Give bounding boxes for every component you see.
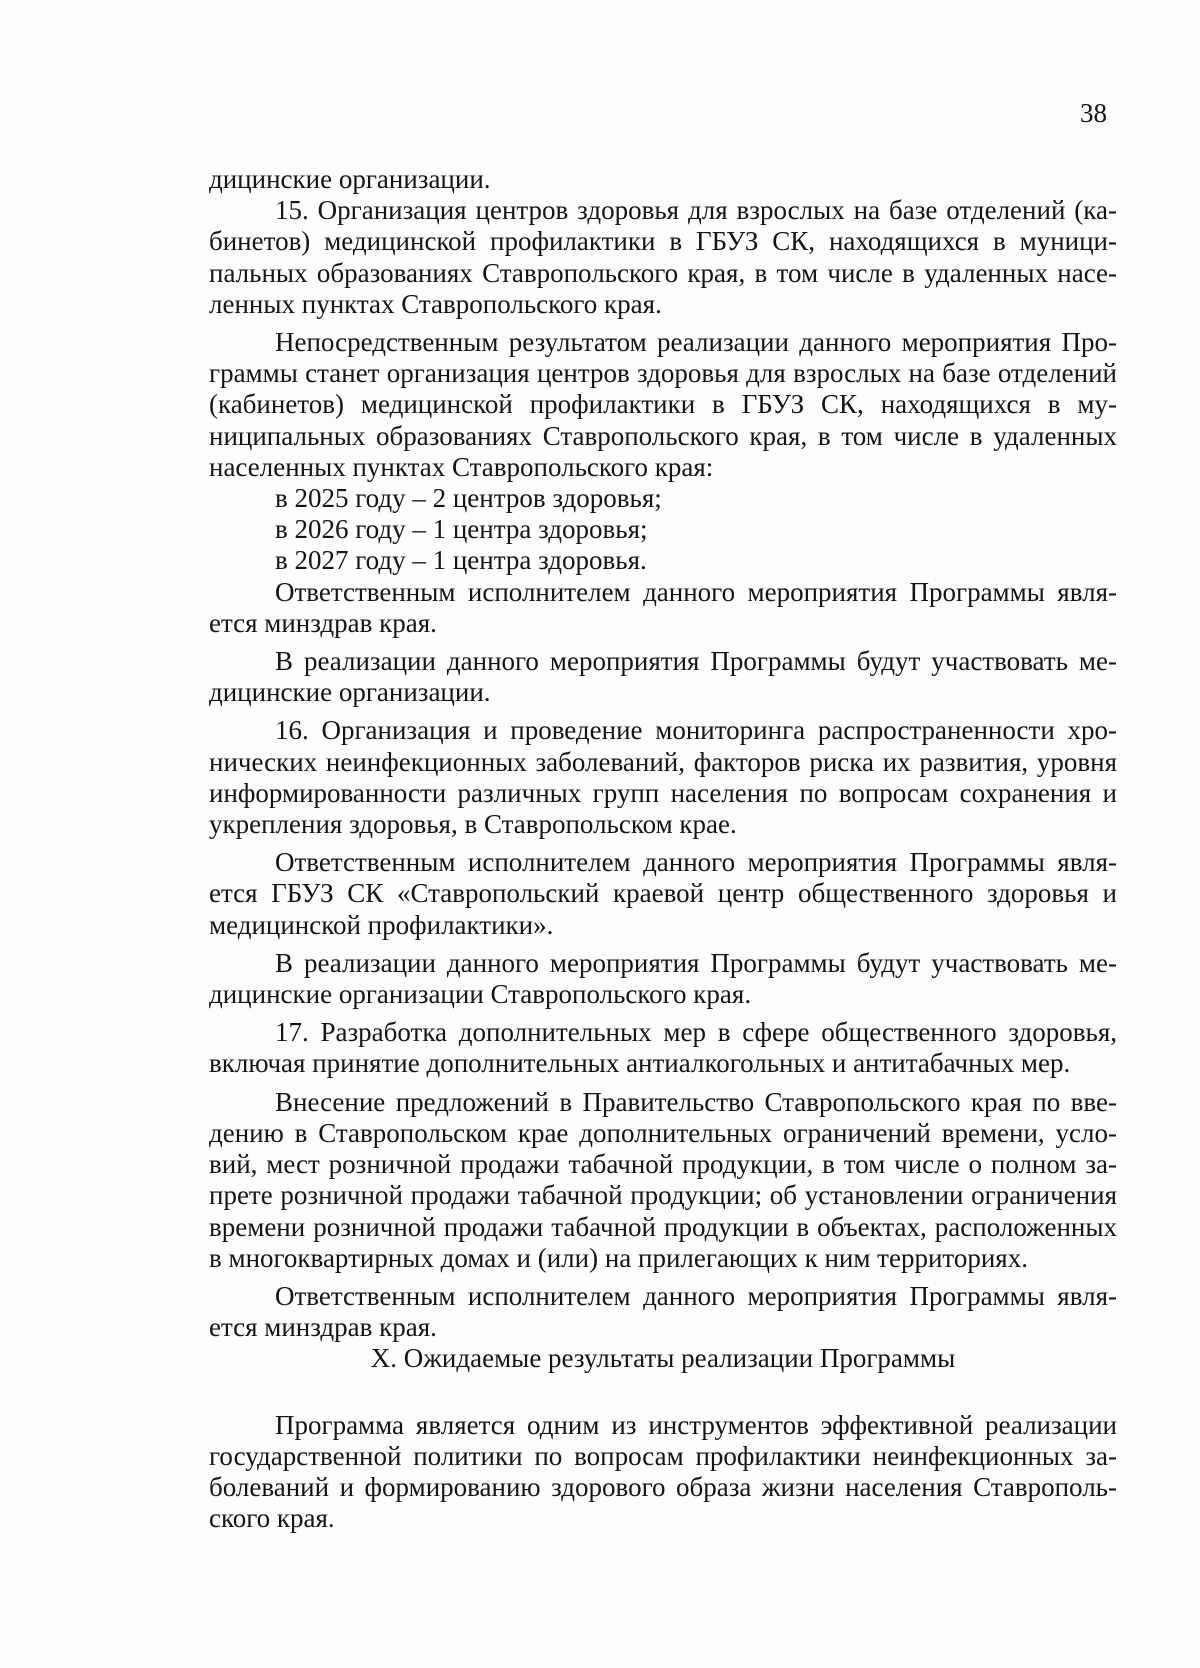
list-item-2025: в 2025 году – 2 центров здоровья; (275, 483, 662, 514)
paragraph-proposals-17: Внесение предложений в Правительство Ставропольского края по введению в Ставропольском крае дополнительных ограничений времени, условий, мест розничной продажи табачной продукции, в том числе о полном запрете розничной продажи табачной продукции; об установлении ограничения времени розничной продажи табачной продукции в объектах, расположенных в многоквартирных домах и (или) на прилегающих к ним территориях. (209, 1086, 1117, 1273)
document-body (209, 164, 1117, 1534)
paragraph-item-15: 15. Организация центров здоровья для взрослых на базе отделений (кабинетов) медицинской профилактики в ГБУЗ СК, находящихся в муниципальных образованиях Ставропольского края, в том числе в удаленных населенных пунктах Ставропольского края. (209, 195, 1117, 319)
paragraph-participants-15: В реализации данного мероприятия Программы будут участвовать медицинские организации. (209, 646, 1117, 708)
paragraph-responsible-16: Ответственным исполнителем данного мероприятия Программы является ГБУЗ СК «Ставропольский краевой центр общественного здоровья и медицинской профилактики». (209, 847, 1117, 940)
paragraph-responsible-17: Ответственным исполнителем данного мероприятия Программы является минздрав края. (209, 1280, 1117, 1343)
paragraph-responsible-15: Ответственным исполнителем данного мероприятия Программы является минздрав края. (209, 576, 1117, 638)
paragraph-participants-16: В реализации данного мероприятия Программы будут участвовать медицинские организации Ставропольского края. (209, 947, 1117, 1010)
page-number: 38 (1080, 98, 1107, 128)
list-item-2026: в 2026 году – 1 центра здоровья; (275, 514, 648, 545)
section-heading: X. Ожидаемые результаты реализации Программы (370, 1343, 956, 1374)
paragraph-item-16: 16. Организация и проведение мониторинга распространенности хронических неинфекционных заболеваний, факторов риска их развития, уровня информированности различных групп населения по вопросам сохранения и укрепления здоровья, в Ставропольском крае. (209, 715, 1117, 840)
paragraph-item-17: 17. Разработка дополнительных мер в сфере общественного здоровья, включая принятие дополнительных антиалкогольных и антитабачных мер. (209, 1017, 1117, 1079)
paragraph-result-15: Непосредственным результатом реализации данного мероприятия Программы станет организация центров здоровья для взрослых на базе отделений (кабинетов) медицинской профилактики в ГБУЗ СК, находящихся в муниципальных образованиях Ставропольского края, в том числе в удаленных населенных пунктах Ставропольского края: (209, 327, 1117, 482)
paragraph-closing: Программа является одним из инструментов эффективной реализации государственной политики по вопросам профилактики неинфекционных заболеваний и формированию здорового образа жизни населения Ставропольского края. (209, 1409, 1117, 1534)
paragraph-continuation: дицинские организации. (209, 164, 491, 194)
list-item-2027: в 2027 году – 1 центра здоровья. (275, 545, 647, 576)
